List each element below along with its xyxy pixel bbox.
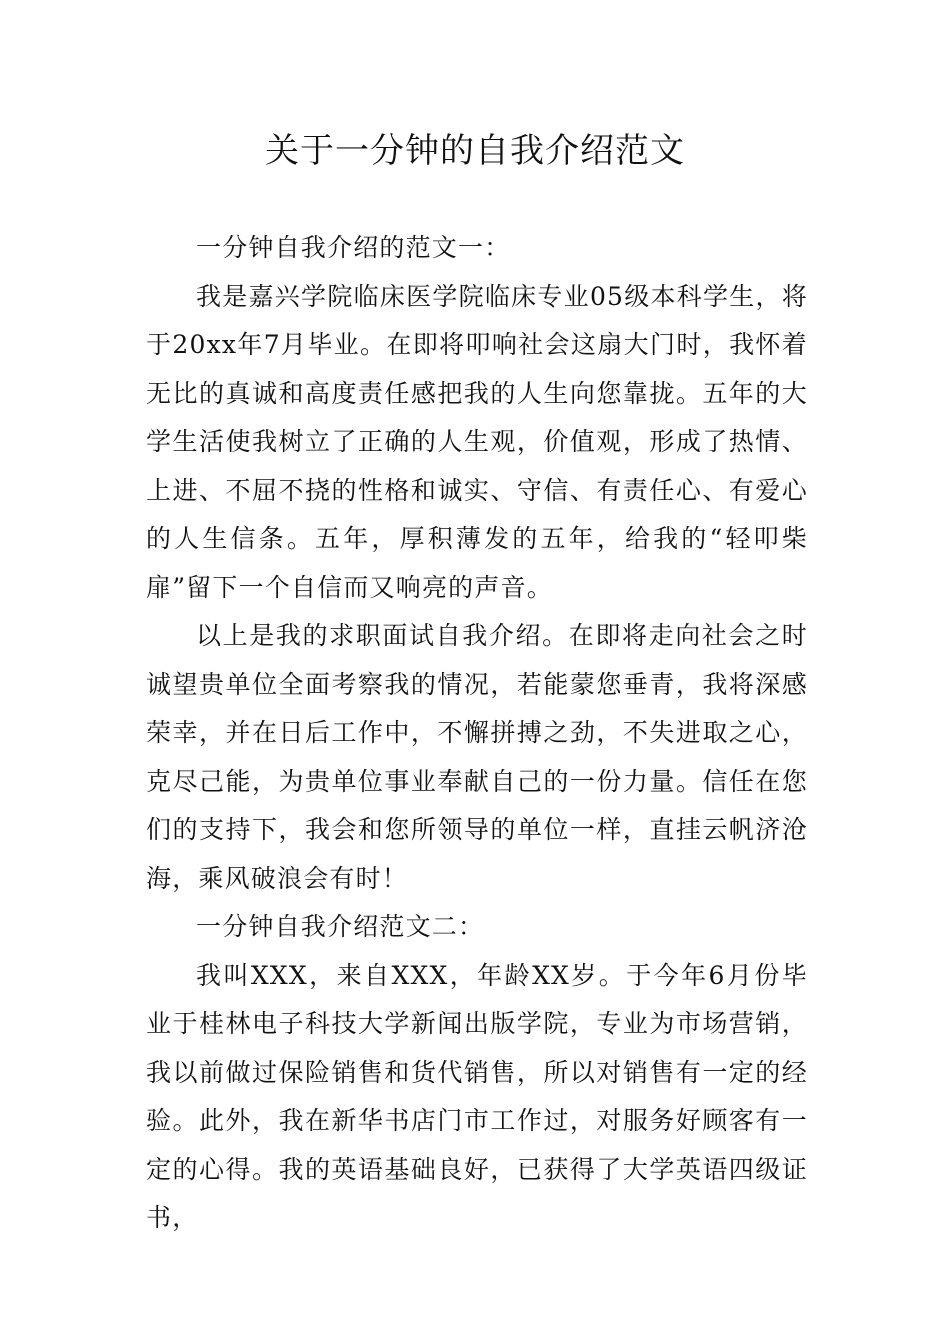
paragraph-heading-2: 一分钟自我介绍范文二： <box>196 912 485 941</box>
paragraph-closing-1: 以上是我的求职面试自我介绍。在即将走向社会之时诚望贵单位全面考察我的情况，若能蒙您垂青，我将深感荣幸，并在日后工作中，不懈拼搏之劲，不失进取之心，克尽己能，为贵单位事业奉献自己的一份力量。信任在您们的支持下，我会和您所领导的单位一样，直挂云帆济沧海，乘风破浪会有时！ <box>146 621 808 893</box>
paragraph-heading-1: 一分钟自我介绍的范文一： <box>196 233 511 262</box>
paragraph-intro-1: 我是嘉兴学院临床医学院临床专业05级本科学生，将于20xx年7月毕业。在即将叩响社会这扇大门时，我怀着无比的真诚和高度责任感把我的人生向您靠拢。五年的大学生活使我树立了正确的人生观，价值观，形成了热情、上进、不屈不挠的性格和诚实、守信、有责任心、有爱心的人生信条。五年，厚积薄发的五年，给我的“轻叩柴扉”留下一个自信而又响亮的声音。 <box>146 281 808 602</box>
document-body <box>146 224 808 1243</box>
document-title: 关于一分钟的自我介绍范文 <box>265 131 685 171</box>
paragraph-intro-2: 我叫XXX，来自XXX，年龄XX岁。于今年6月份毕业于桂林电子科技大学新闻出版学院，专业为市场营销，我以前做过保险销售和货代销售，所以对销售有一定的经验。此外，我在新华书店门市工作过，对服务好顾客有一定的心得。我的英语基础良好，已获得了大学英语四级证书， <box>146 960 808 1232</box>
